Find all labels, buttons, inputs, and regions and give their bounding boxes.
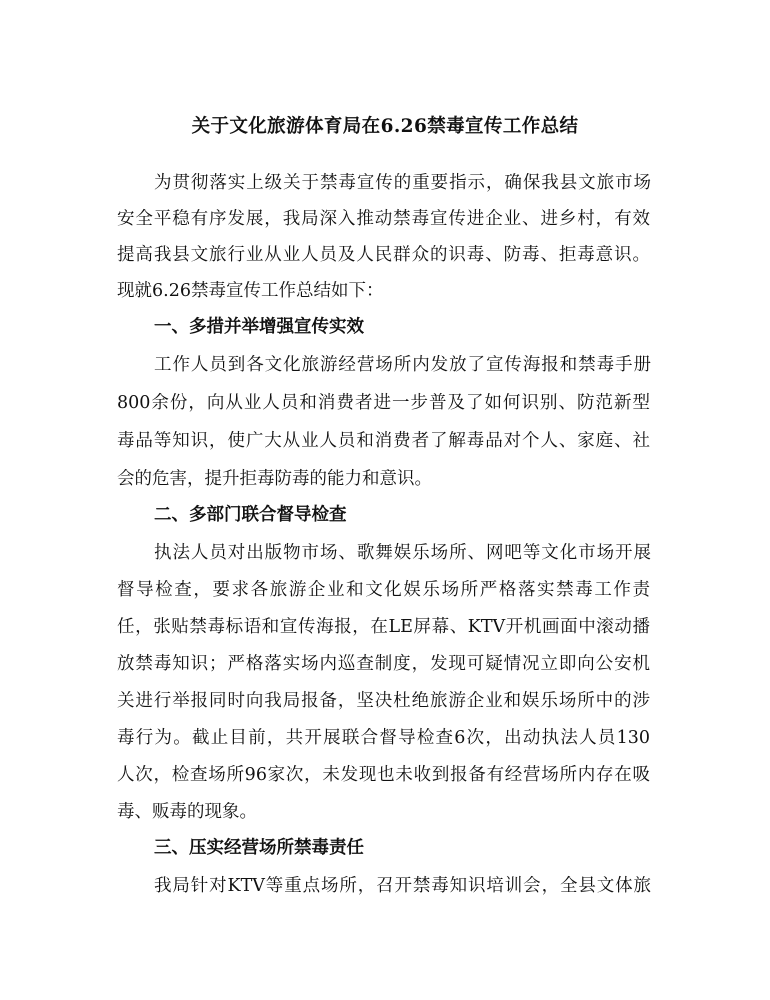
paragraph-line-text: 人次，检查场所96家次，未发现也未收到报备有经营场所内存在吸 (117, 765, 650, 785)
paragraph-line-text: 任，张贴禁毒标语和宣传海报，在LE屏幕、KTV开机画面中滚动播 (117, 617, 650, 637)
paragraph-line (154, 868, 651, 904)
paragraph-line-text: 关进行举报同时向我局报备，坚决杜绝旅游企业和娱乐场所中的涉 (117, 691, 650, 711)
section-heading: 二、多部门联合督导检查 (154, 505, 347, 525)
document-title: 关于文化旅游体育局在6.26禁毒宣传工作总结 (191, 116, 579, 137)
paragraph-line-text: 放禁毒知识；严格落实场内巡查制度，发现可疑情况立即向公安机 (117, 654, 650, 674)
paragraph-line-text: 我局针对KTV等重点场所，召开禁毒知识培训会，全县文体旅 (154, 876, 651, 896)
paragraph-line-text: 执法人员对出版物市场、歌舞娱乐场所、网吧等文化市场开展 (154, 543, 651, 563)
paragraph-line (117, 646, 650, 682)
paragraph-line-text: 会的危害，提升拒毒防毒的能力和意识。 (117, 469, 432, 489)
paragraph-line-text: 工作人员到各文化旅游经营场所内发放了宣传海报和禁毒手册 (154, 355, 651, 375)
paragraph-line-text: 督导检查，要求各旅游企业和文化娱乐场所严格落实禁毒工作责 (117, 580, 650, 600)
paragraph-line (117, 683, 650, 719)
paragraph-line-text: 800余份，向从业人员和消费者进一步普及了如何识别、防范新型 (117, 393, 650, 413)
paragraph-line (117, 794, 257, 830)
paragraph-line (117, 461, 432, 497)
paragraph-line-text: 现就6.26禁毒宣传工作总结如下： (117, 281, 384, 301)
paragraph-line-text: 提高我县文旅行业从业人员及人民群众的识毒、防毒、拒毒意识。 (117, 245, 650, 265)
paragraph-line (117, 273, 383, 309)
paragraph-line (117, 423, 650, 459)
paragraph-line (117, 757, 650, 793)
paragraph-line (117, 385, 650, 421)
paragraph-line (154, 535, 651, 571)
paragraph-line (117, 609, 650, 645)
paragraph-line-text: 毒品等知识，使广大从业人员和消费者了解毒品对个人、家庭、社 (117, 431, 650, 451)
section-heading: 三、压实经营场所禁毒责任 (154, 838, 364, 858)
paragraph-line (117, 201, 650, 237)
paragraph-line-text: 毒行为。截止目前，共开展联合督导检查6次，出动执法人员130 (117, 728, 650, 748)
paragraph-line (154, 347, 651, 383)
paragraph-line (117, 720, 650, 756)
paragraph-line (117, 572, 650, 608)
paragraph-line-text: 为贯彻落实上级关于禁毒宣传的重要指示，确保我县文旅市场 (154, 173, 651, 193)
section-heading: 一、多措并举增强宣传实效 (154, 317, 364, 337)
paragraph-line-text: 毒、贩毒的现象。 (117, 802, 257, 822)
paragraph-line (117, 237, 650, 273)
paragraph-line-text: 安全平稳有序发展，我局深入推动禁毒宣传进企业、进乡村，有效 (117, 209, 650, 229)
paragraph-line (154, 165, 651, 201)
